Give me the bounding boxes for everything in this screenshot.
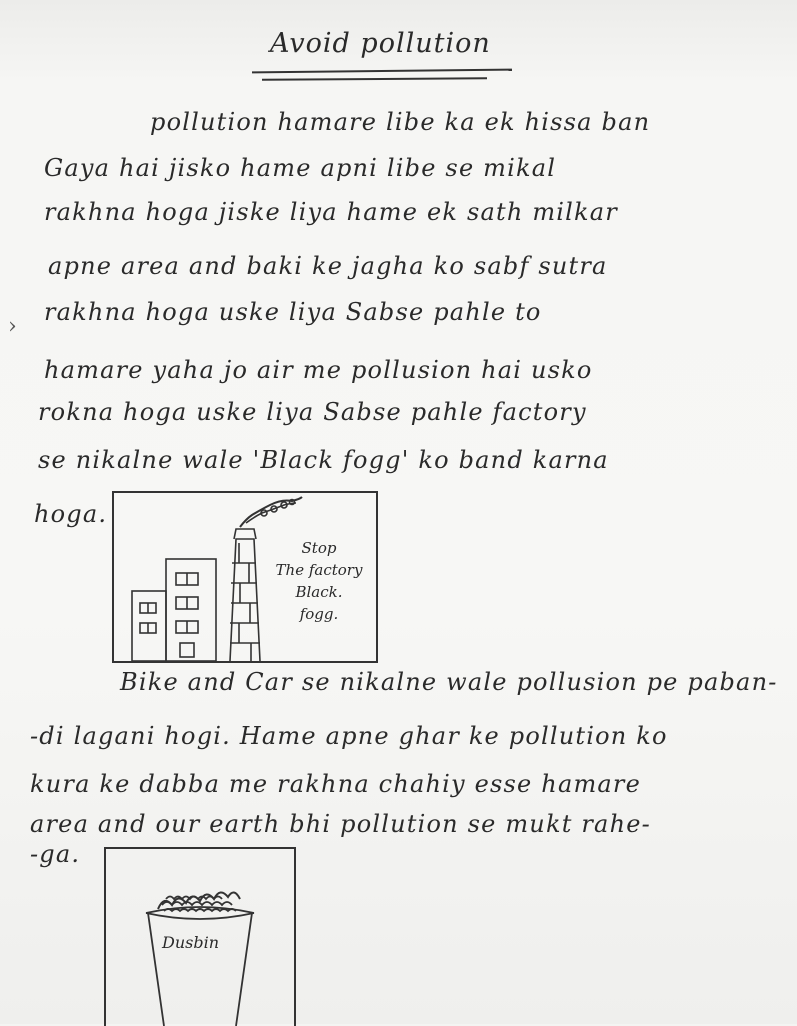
paragraph2-line: kura ke dabba me rakhna chahiy esse hamare: [30, 770, 641, 798]
paragraph1-line: apne area and baki ke jagha ko sabf sutra: [48, 252, 608, 280]
paragraph2-line: -di lagani hogi. Hame apne ghar ke pollution ko: [30, 722, 668, 750]
factory-caption: [264, 537, 374, 625]
paragraph2-line: Bike and Car se nikalne wale pollusion pe paban-: [120, 668, 778, 696]
factory-caption-line: Black.: [295, 583, 343, 601]
paragraph1-line: pollution hamare libe ka ek hissa ban: [150, 108, 651, 136]
paragraph2-line: area and our earth bhi pollution se mukt rahe-: [30, 810, 651, 838]
title-underline-second: [262, 77, 487, 80]
paragraph1-line: rakhna hoga jiske liya hame ek sath milkar: [44, 198, 618, 226]
factory-caption-line: fogg.: [299, 605, 339, 623]
factory-caption-line: The factory: [275, 561, 363, 579]
paragraph1-line: rokna hoga uske liya Sabse pahle factory: [38, 398, 587, 426]
factory-caption-line: Stop: [301, 539, 337, 557]
paragraph1-line: rakhna hoga uske liya Sabse pahle to: [44, 298, 542, 326]
paragraph1-line: hoga.: [34, 500, 108, 528]
margin-mark: ›: [8, 314, 17, 339]
factory-drawing: [112, 491, 378, 663]
paragraph2-line: -ga.: [30, 840, 81, 868]
paragraph1-line: hamare yaha jo air me pollusion hai usko: [44, 356, 593, 384]
dustbin-drawing: [104, 847, 296, 1026]
paragraph1-line: se nikalne wale 'Black fogg' ko band karna: [38, 446, 609, 474]
title-underline: [252, 69, 512, 74]
dustbin-caption: Dusbin: [162, 933, 220, 952]
page-title: Avoid pollution: [270, 28, 491, 59]
paragraph1-line: Gaya hai jisko hame apni libe se mikal: [44, 154, 557, 182]
